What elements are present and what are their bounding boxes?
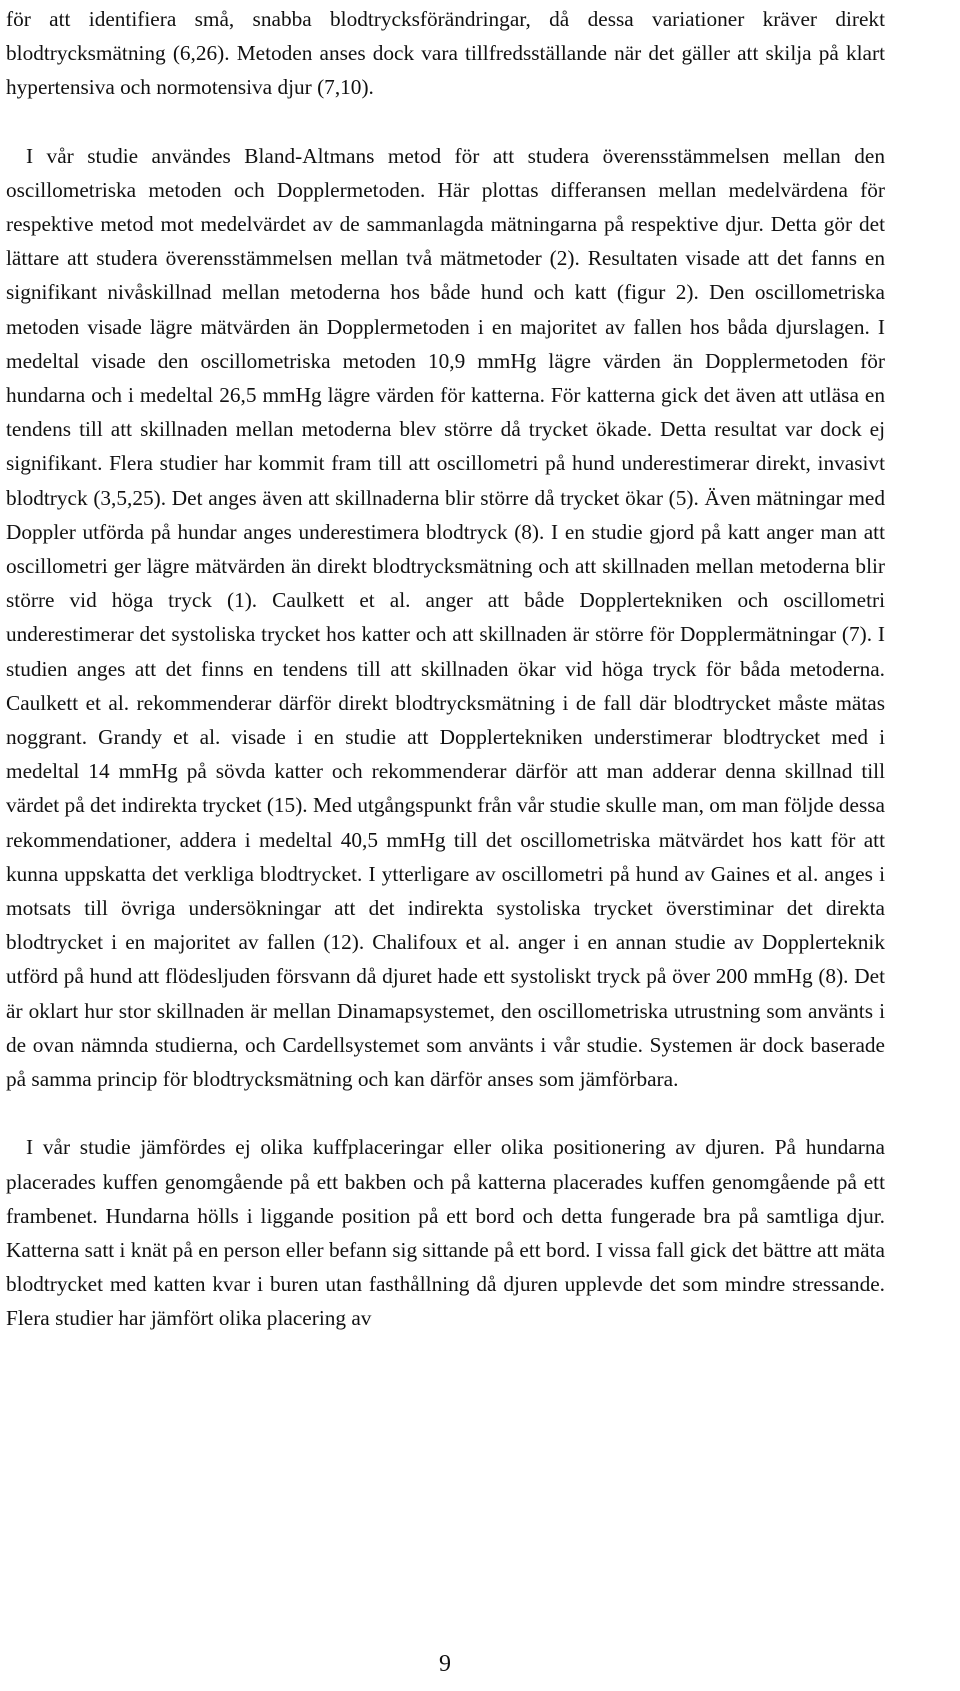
paragraph-2: I vår studie användes Bland-Altmans metod för att studera överensstämmelsen mellan den oscillometriska metoden och Dopplermetoden. Här plottas differansen mellan medelvärdena för respektive metod mot medelvärdet av de sammanlagda mätningarna på respektive djur. Detta gör det lättare att studera överensstämmelsen mellan två mätmetoder (2). Resultaten visade att det fanns en signifikant nivåskillnad mellan metoderna hos både hund och katt (figur 2). Den oscillometriska metoden visade lägre mätvärden än Dopplermetoden i en majoritet av fallen hos båda djurslagen. I medeltal visade den oscillometriska metoden 10,9 mmHg lägre värden än Dopplermetoden för hundarna och i medeltal 26,5 mmHg lägre värden för katterna. För katterna gick det även att utläsa en tendens till att skillnaden mellan metoderna blev större då trycket ökade. Detta resultat var dock ej signifikant. Flera studier har kommit fram till att oscillometri på hund underestimerar direkt, invasivt blodtryck (3,5,25). Det anges även att skillnaderna blir större då trycket ökar (5). Även mätningar med Doppler utförda på hundar anges underestimera blodtryck (8). I en studie gjord på katt anger man att oscillometri ger lägre mätvärden än direkt blodtrycksmätning och att skillnaden mellan metoderna blir större vid höga tryck (1). Caulkett et al. anger att både Dopplertekniken och oscillometri underestimerar det systoliska trycket hos katter och att skillnaden är större för Dopplermätningar (7). I studien anges att det finns en tendens till att skillnaden ökar vid höga tryck för båda metoderna. Caulkett et al. rekommenderar därför direkt blodtrycksmätning i de fall där blodtrycket måste mätas noggrant. Grandy et al. visade i en studie att Dopplertekniken understimerar blodtrycket med i medeltal 14 mmHg på sövda katter och rekommenderar därför att man adderar denna skillnad till värdet på det indirekta trycket (15). Med utgångspunkt från vår studie skulle man, om man följde dessa rekommendationer, addera i medeltal 40,5 mmHg till det oscillometriska mätvärdet hos katt för att kunna uppskatta det verkliga blodtrycket. I ytterligare av oscillometri på hund av Gaines et al. anges i motsats till övriga undersökningar att det indirekta systoliska trycket överstiminar det direkta blodtrycket i en majoritet av fallen (12). Chalifoux et al. anger i en annan studie av Dopplerteknik utförd på hund att flödesljuden försvann då djuret hade ett systoliskt tryck på över 200 mmHg (8). Det är oklart hur stor skillnaden är mellan Dinamapsystemet, den oscillometriska utrustning som använts i de ovan nämnda studierna, och Cardellsystemet som använts i vår studie. Systemen är dock baserade på samma princip för blodtrycksmätning och kan därför anses som jämförbara. [6,143,885,1092]
document-page [6,0,885,1336]
paragraph-spacer [6,1096,885,1130]
page-number: 9 [439,1651,451,1677]
paragraph-spacer [6,105,885,139]
paragraph-1: för att identifiera små, snabba blodtrycksförändringar, då dessa variationer kräver direkt blodtrycksmätning (6,26). Metoden anses dock vara tillfredsställande när det gäller att skilja på klart hypertensiva och normotensiva djur (7,10). [6,7,885,100]
paragraph-3: I vår studie jämfördes ej olika kuffplaceringar eller olika positionering av djuren. På hundarna placerades kuffen genomgående på ett bakben och på katterna placerades kuffen genomgående på ett frambenet. Hundarna hölls i liggande position på ett bord och detta fungerade bra på samtliga djur. Katterna satt i knät på en person eller befann sig sittande på ett bord. I vissa fall gick det bättre att mäta blodtrycket med katten kvar i buren utan fasthållning då djuren upplevde det som mindre stressande. Flera studier har jämfört olika placering av [6,1135,885,1331]
